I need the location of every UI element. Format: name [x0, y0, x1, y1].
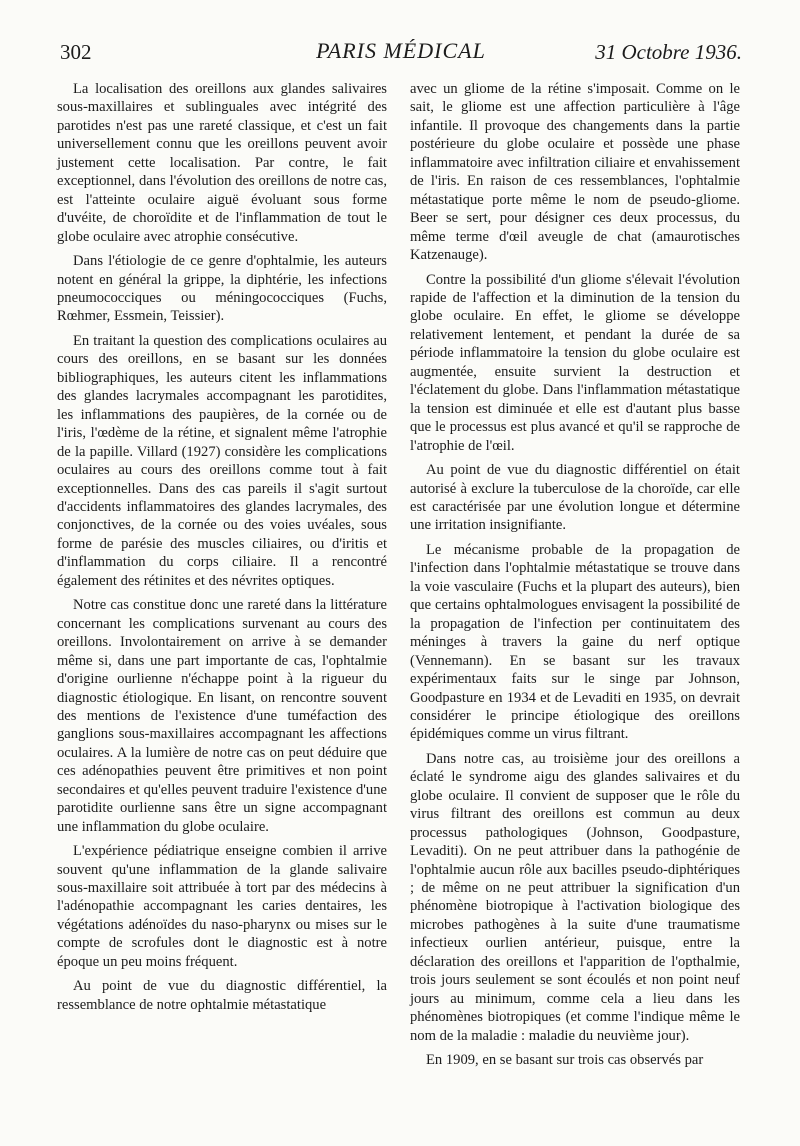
paragraph: Contre la possibilité d'un gliome s'élevait l'évolution rapide de l'affection et la diminution de la tension du globe oculaire. En effet, le gliome se développe relativement lentement, et pendant la durée de sa période inflammatoire la tension du globe oculaire est augmentée, ensuite survient la destruction et l'éclatement du globe. Dans l'inflammation métastatique la tension est diminuée et elle est d'autant plus basse que le processus est plus avancé et qu'il se rapproche de l'atrophie de l'œil. — [410, 271, 740, 454]
issue-date: 31 Octobre 1936. — [595, 40, 742, 64]
paragraph: Dans notre cas, au troisième jour des oreillons a éclaté le syndrome aigu des glandes salivaires et du globe oculaire. Il convient de supposer que le rôle du virus filtrant des oreillons est commun au deux processus pathologiques (Johnson, Goodpasture, Levaditi). On ne peut attribuer dans la pathogénie de l'ophtalmie aucun rôle aux bacilles pseudo-diphtériques ; de même on ne peut attribuer la signification d'un phénomène biotropique à l'activation biologique des microbes pathogènes à la suite d'une traumatisme infectieux ourlien antérieur, puisque, entre la déclaration des oreillons et l'apparition de l'opthalmie, trois jours seulement se sont écoulés et non point neuf jours au minimum, comme cela a lieu dans les phénomènes biotropiques (et comme l'indique même le nom de la maladie : maladie du neuvième jour). — [410, 750, 740, 1044]
page-number: 302 — [60, 40, 92, 64]
paragraph: La localisation des oreillons aux glandes salivaires sous-maxillaires et sublinguales avec intégrité des parotides n'est pas une rareté classique, et c'est un fait universellement connu que les oreillons peuvent avoir justement cette localisation. Par contre, le fait exceptionnel, dans l'évolution des oreillons de notre cas, est l'atteinte oculaire aiguë évoluant sous forme d'uvéite, de choroïdite et de l'inflammation de tout le globe oculaire avec atrophie consécutive. — [57, 81, 387, 245]
page-header — [60, 36, 742, 68]
paragraph: Notre cas constitue donc une rareté dans la littérature concernant les complications survenant au cours des oreillons. Involontairement on arrive à se demander même si, dans une part importante de cas, l'ophtalmie d'origine ourlienne n'échappe point à la rigueur du diagnostic étiologique. En lisant, on rencontre souvent des mentions de l'existence d'une tuméfaction des ganglions sous-maxillaires accompagnant les affections oculaires. A la lumière de notre cas on peut déduire que ces adénopathies peuvent être primitives et non point secondaires et qu'elles peuvent traduire l'existence d'une parotidite ourlienne sans être un signe accompagnant une inflammation du globe oculaire. — [57, 597, 387, 835]
paragraph-continued: avec un gliome de la rétine s'imposait. Comme on le sait, le gliome est une affection particulière à l'âge infantile. Il provoque des changements dans la partie postérieure du globe oculaire et possède une phase inflammatoire avec infiltration ciliaire et envahissement de l'iris. En raison de ces ressemblances, l'ophtalmie métastatique porte même le nom de pseudo-gliome. Beer se sert, pour désigner ces deux processus, du même terme d'œil aveugle de chat (amaurotisches Katzenauge). — [410, 81, 740, 264]
paragraph: L'expérience pédiatrique enseigne combien il arrive souvent qu'une inflammation de la glande salivaire sous-maxillaire soit attribuée à tort par des médecins à l'adénopathie accompagnant les caries dentaires, les végétations adénoïdes du naso-pharynx ou mises sur le compte de scrofules dont le diagnostic est à notre époque un peu moins fréquent. — [57, 843, 387, 970]
paragraph: Le mécanisme probable de la propagation de l'infection dans l'ophtalmie métastatique se trouve dans la voie vasculaire (Fuchs et la plupart des auteurs), bien que certains ophtalmologues envisagent la possibilité de la propagation de l'infection per continuitatem des méninges à travers la gaine du nerf optique (Vennemann). En se basant sur les travaux expérimentaux faits sur le singe par Johnson, Goodpasture en 1934 et de Levaditi en 1935, on devrait considérer le principe étiologique des oreillons épidémiques comme un virus filtrant. — [410, 541, 740, 743]
journal-title: PARIS MÉDICAL — [316, 38, 486, 63]
paragraph: En 1909, en se basant sur trois cas observés par — [426, 1052, 704, 1069]
paragraph: Au point de vue du diagnostic différentiel on était autorisé à exclure la tuberculose de la choroïde, car elle est caractérisée par une évolution longue et détermine une irritation insignifiante. — [410, 462, 740, 534]
left-column — [57, 80, 387, 1014]
paragraph: Au point de vue du diagnostic différentiel, la ressemblance de notre ophtalmie métastatique — [57, 978, 387, 1013]
right-column — [410, 80, 740, 1070]
paragraph: Dans l'étiologie de ce genre d'ophtalmie, les auteurs notent en général la grippe, la diphtérie, les infections pneumococciques ou méningococciques (Fuchs, Rœhmer, Essmein, Teissier). — [57, 253, 387, 325]
paragraph: En traitant la question des complications oculaires au cours des oreillons, en se basant sur les données bibliographiques, les auteurs citent les inflammations des glandes lacrymales accompagnant les parotidites, les inflammations des paupières, de la cornée ou de l'iris, l'œdème de la rétine, et signalent même l'atrophie de la papille. Villard (1927) considère les complications oculaires au cours des oreillons comme tout à fait exceptionnelles. Dans des cas pareils il s'agit surtout d'accidents inflammatoires des glandes lacrymales, des conjonctives, de la cornée ou des voies uvéales, sous forme de parésie des muscles ciliaires, ou d'iritis et d'inflammation du corps ciliaire. Il a rencontré également des rétinites et des névrites optiques. — [57, 332, 387, 589]
